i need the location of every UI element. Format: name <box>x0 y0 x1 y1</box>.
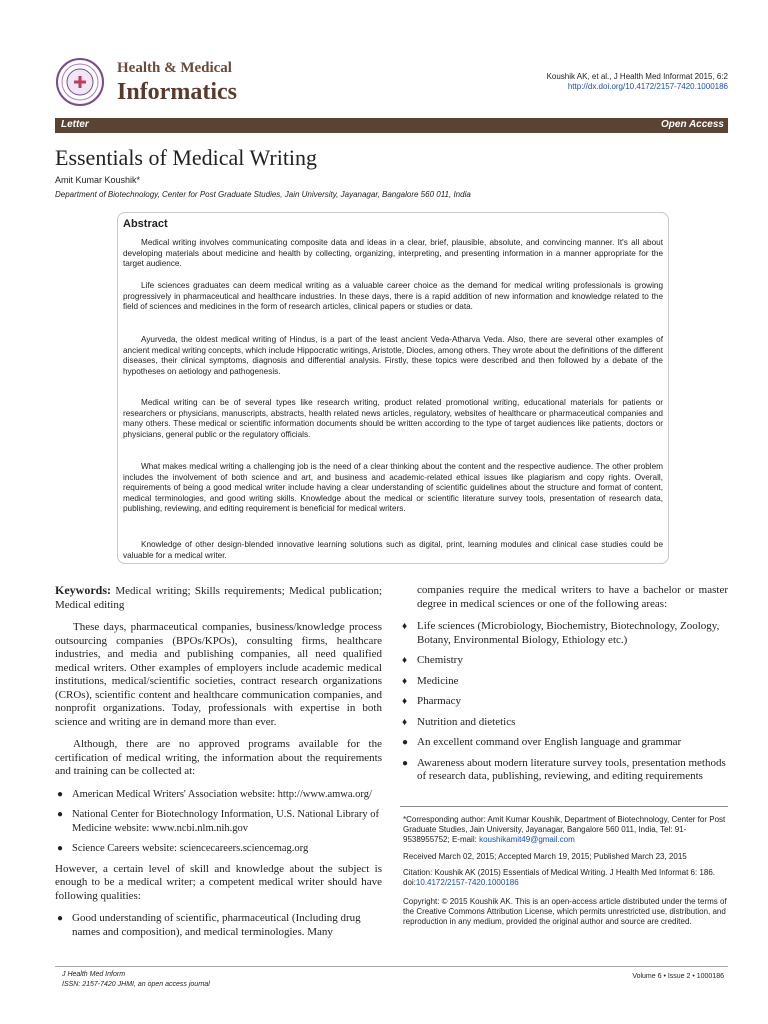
body-paragraph: However, a certain level of skill and knowledge about the subject is enough to be a medical writer; a competent medical writer should have following qualities: <box>55 862 382 902</box>
article-citation: Citation: Koushik AK (2015) Essentials of Medical Writing. J Health Med Informat 6: 186. doi:10.4172/2157-7420.1000186 <box>403 868 715 887</box>
bullet-icon: ● <box>57 809 64 820</box>
list-item: ● An excellent command over English language and grammar <box>402 736 682 748</box>
abstract-paragraph: Ayurveda, the oldest medical writing of Hindus, is a part of the least ancient Veda-Atharva Veda. Also, there are several other examples of ancient medical writing concepts, which include Hippocratic writings, Aristotle, Diocles, among others. They wrote about the definitions of the different diseases, their clinical symptoms, diagnosis and differential analysis. Firstly, these topics were described and then followed by a debate of the hypotheses on aetiology and pathogenesis. <box>123 335 663 376</box>
footer-volume: Volume 6 • Issue 2 • 1000186 <box>632 973 724 980</box>
areas-list <box>400 620 728 729</box>
abstract-heading: Abstract <box>123 218 168 230</box>
abstract-paragraph: Life sciences graduates can deem medical writing as a valuable career choice as the demand for medical writing professionals is growing progressively in pharmaceutical and healthcare industries. In these days, there is a rapid addition of new information and knowledge related to the field of sciences and medicines in the form of research articles, clinical papers or studies or data. <box>123 281 663 311</box>
bullet-icon: ● <box>57 913 64 924</box>
bullet-icon: ● <box>57 788 64 800</box>
journal-logo-icon <box>55 57 105 107</box>
bullet-icon: ● <box>57 843 64 854</box>
article-type-band <box>55 118 728 133</box>
list-item: ♦ Medicine <box>402 674 459 687</box>
bullet-icon: ● <box>402 757 409 769</box>
footer-journal: J Health Med Inform <box>62 971 126 978</box>
list-item: ● Science Careers website: sciencecareers.sciencemag.org <box>57 843 309 854</box>
bullet-icon: ● <box>402 737 409 748</box>
diamond-bullet-icon: ♦ <box>402 696 408 707</box>
journal-name-line2: Informatics <box>117 79 237 105</box>
keywords-list: Medical writing; Skills requirements; Medical publication; Medical editing <box>55 585 382 611</box>
list-item: ● Awareness about modern literature survey tools, presentation methods of research data, publishing, reviewing, and editing requirements <box>402 756 726 782</box>
journal-name-line1: Health & Medical <box>117 60 232 76</box>
footer-issn: ISSN: 2157-7420 JHMI, an open access journal <box>62 981 210 988</box>
open-access-label: Open Access <box>661 119 724 130</box>
body-left-column <box>55 584 382 946</box>
copyright-notice: Copyright: © 2015 Koushik AK. This is an open-access article distributed under the terms of the Creative Commons Attribution License, which permits unrestricted use, distribution, and reproduction in any medium, provided the original author and source are credited. <box>403 897 727 926</box>
diamond-bullet-icon: ♦ <box>402 621 408 632</box>
abstract-paragraph: Knowledge of other design-blended innovative learning solutions such as digital, print, learning modules and clinical case studies could be valuable for a medical writer. <box>123 540 663 560</box>
abstract-paragraph: What makes medical writing a challenging job is the need of a clear thinking about the content and the respective audience. The other problem includes the involvement of both science and art, and business and academic-related ethical issues like plagiarism and copy rights. Overall, requirements of being a good medical writer include having a clear understanding of scientific guidelines about the structure and format of content, medical terminologies, and good writing skills. Knowledge about the medical or scientific literature survey tools, presentation of research data, publishing, reviewing, and editing requirement is beneficial for medical writers. <box>123 462 663 513</box>
article-title: Essentials of Medical Writing <box>55 145 318 170</box>
article-author: Amit Kumar Koushik* <box>55 175 141 185</box>
list-item: ♦ Nutrition and dietetics <box>402 715 516 728</box>
list-item: ● National Center for Biotechnology Information, U.S. National Library of Medicine website: www.ncbi.nlm.nih.gov <box>57 809 380 834</box>
resources-list <box>55 788 382 856</box>
correspondence-divider <box>400 806 728 807</box>
list-item: ♦ Pharmacy <box>402 695 461 707</box>
qualities-list <box>55 912 382 939</box>
header-citation: Koushik AK, et al., J Health Med Informat 2015, 6:2 <box>546 72 728 81</box>
diamond-bullet-icon: ♦ <box>402 655 408 666</box>
keywords-paragraph <box>55 584 382 612</box>
footer-divider <box>55 966 728 967</box>
body-paragraph: Although, there are no approved programs available for the certification of medical writing, the information about the requirements and training can be collected at: <box>55 738 382 777</box>
list-item: ♦ Chemistry <box>402 654 463 666</box>
diamond-bullet-icon: ♦ <box>402 716 408 728</box>
abstract-paragraph: Medical writing can be of several types like research writing, product related promotional writing, educational materials for patients or researchers or physicians, manuscripts, abstracts, health related news articles, regulatory, websites of healthcare or pharmaceutical companies and many others. These medical or scientific information documents should be written according to the type of target audiences like patients, doctors or physicians, general public or the regulatory officials. <box>123 398 663 439</box>
keywords-label: Keywords: <box>55 583 111 597</box>
list-item: ● Good understanding of scientific, pharmaceutical (Including drug names and composition), and medical terminologies. Many <box>57 912 361 938</box>
list-item: ● American Medical Writers' Association website: http://www.amwa.org/ <box>57 788 372 800</box>
diamond-bullet-icon: ♦ <box>402 675 408 687</box>
header-doi-link[interactable]: http://dx.doi.org/10.4172/2157-7420.1000186 <box>567 82 728 91</box>
abstract-paragraph: Medical writing involves communicating composite data and ideas in a clear, brief, plausible, absolute, and convincing manner. It's all about developing materials about medicine and health by collecting, organizing, interpreting, and presenting information in a manner appropriate for the target audience. <box>123 238 663 268</box>
qualities-list <box>400 736 728 784</box>
corresponding-author: *Corresponding author: Amit Kumar Koushik, Department of Biotechnology, Center for Post Graduate Studies, Jain University, Jayanagar, Bangalore 560 011, India, Tel: 91-9538955752; E-mail: koushikamit49@gmail.com <box>403 815 726 844</box>
body-paragraph: These days, pharmaceutical companies, business/knowledge process outsourcing companies (BPOs/KPOs), consulting firms, healthcare industries, and media and publishing companies, all need qualified medical writers. Other examples of employers include academic medical institutions, medical/scientific societies, contract research organizations (CROs), scientific content and healthcare communication companies, and nonprofit organizations. Today, professionals with expertise in both science and writing are in demand more than ever. <box>55 621 382 728</box>
article-dates: Received March 02, 2015; Accepted March 19, 2015; Published March 23, 2015 <box>403 852 687 861</box>
list-item: ♦ Life sciences (Microbiology, Biochemistry, Biotechnology, Zoology, Botany, Environmental Biology, Ethiology etc.) <box>402 620 720 646</box>
author-affiliation: Department of Biotechnology, Center for Post Graduate Studies, Jain University, Jayanagar, Bangalore 560 011, India <box>55 190 471 199</box>
author-email-link[interactable]: koushikamit49@gmail.com <box>479 835 575 844</box>
citation-doi-link[interactable]: 10.4172/2157-7420.1000186 <box>415 878 519 887</box>
article-type-label: Letter <box>61 119 89 130</box>
body-paragraph: companies require the medical writers to have a bachelor or master degree in medical sciences or one of the following areas: <box>417 584 728 610</box>
body-right-column <box>400 584 728 791</box>
